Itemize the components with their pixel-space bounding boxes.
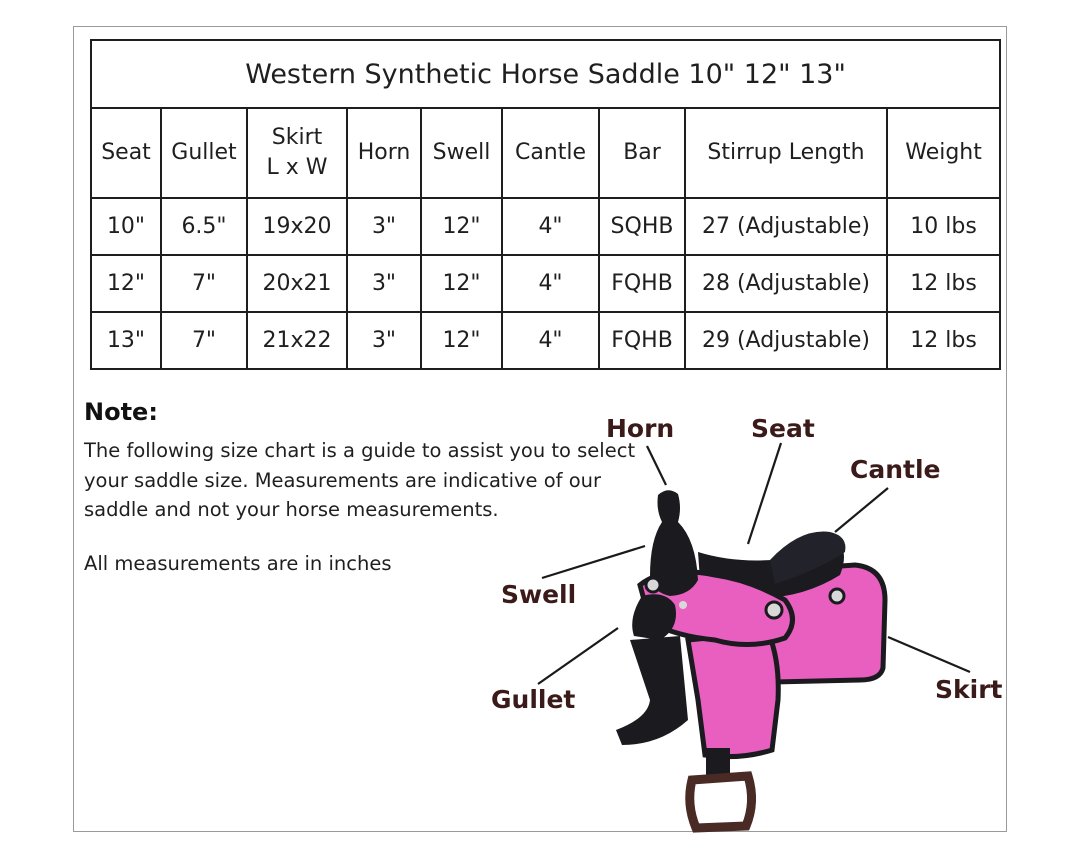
cell-gullet: 6.5" bbox=[161, 198, 247, 255]
concho bbox=[830, 589, 844, 603]
concho bbox=[679, 601, 687, 609]
cell-bar: FQHB bbox=[599, 312, 685, 369]
cell-seat: 12" bbox=[91, 255, 161, 312]
header-seat: Seat bbox=[91, 108, 161, 198]
cell-cantle: 4" bbox=[502, 198, 599, 255]
cell-weight: 10 lbs bbox=[887, 198, 1000, 255]
header-skirt bbox=[247, 108, 347, 198]
cell-cantle: 4" bbox=[502, 255, 599, 312]
cell-gullet: 7" bbox=[161, 255, 247, 312]
header-bar: Bar bbox=[599, 108, 685, 198]
table-row bbox=[91, 198, 1000, 255]
header-skirt-line1: Skirt bbox=[271, 125, 323, 150]
table-header-row bbox=[91, 108, 1000, 198]
label-gullet: Gullet bbox=[491, 685, 576, 714]
note-body: The following size chart is a guide to assist you to select your saddle size. Measurements are indicative of our saddle and not your horse measurements. bbox=[84, 439, 636, 521]
cell-skirt: 19x20 bbox=[247, 198, 347, 255]
fender bbox=[688, 632, 778, 757]
label-seat: Seat bbox=[751, 414, 815, 443]
concho bbox=[646, 578, 660, 592]
cell-swell: 12" bbox=[421, 312, 502, 369]
cell-skirt: 20x21 bbox=[247, 255, 347, 312]
cinch-strap bbox=[616, 636, 688, 745]
table-title-row bbox=[91, 40, 1000, 108]
cell-bar: FQHB bbox=[599, 255, 685, 312]
stirrup-strap bbox=[706, 748, 730, 776]
table-row bbox=[91, 312, 1000, 369]
label-skirt: Skirt bbox=[935, 675, 1003, 704]
header-stirrup-length: Stirrup Length bbox=[685, 108, 887, 198]
cell-skirt: 21x22 bbox=[247, 312, 347, 369]
header-swell: Swell bbox=[421, 108, 502, 198]
concho bbox=[766, 602, 782, 618]
cell-horn: 3" bbox=[347, 255, 421, 312]
note-title: Note: bbox=[84, 398, 158, 426]
table-row bbox=[91, 255, 1000, 312]
cell-gullet: 7" bbox=[161, 312, 247, 369]
label-horn: Horn bbox=[606, 414, 675, 443]
cell-weight: 12 lbs bbox=[887, 255, 1000, 312]
cell-weight: 12 lbs bbox=[887, 312, 1000, 369]
cell-horn: 3" bbox=[347, 312, 421, 369]
cell-horn: 3" bbox=[347, 198, 421, 255]
cell-stirrup-length: 28 (Adjustable) bbox=[685, 255, 887, 312]
header-weight: Weight bbox=[887, 108, 1000, 198]
header-skirt-line2: L x W bbox=[266, 155, 328, 180]
cell-seat: 10" bbox=[91, 198, 161, 255]
label-swell: Swell bbox=[501, 580, 577, 609]
stirrup bbox=[690, 776, 752, 828]
header-horn: Horn bbox=[347, 108, 421, 198]
label-cantle: Cantle bbox=[850, 455, 941, 484]
cell-bar: SQHB bbox=[599, 198, 685, 255]
table-title: Western Synthetic Horse Saddle 10" 12" 13" bbox=[91, 40, 1000, 108]
cell-stirrup-length: 29 (Adjustable) bbox=[685, 312, 887, 369]
cell-cantle: 4" bbox=[502, 312, 599, 369]
note-measurement-units: All measurements are in inches bbox=[84, 552, 392, 575]
header-gullet: Gullet bbox=[161, 108, 247, 198]
cell-swell: 12" bbox=[421, 198, 502, 255]
size-chart-table bbox=[90, 39, 1001, 370]
cell-stirrup-length: 27 (Adjustable) bbox=[685, 198, 887, 255]
saddle-illustration bbox=[500, 400, 1020, 840]
cell-seat: 13" bbox=[91, 312, 161, 369]
header-cantle: Cantle bbox=[502, 108, 599, 198]
cell-swell: 12" bbox=[421, 255, 502, 312]
